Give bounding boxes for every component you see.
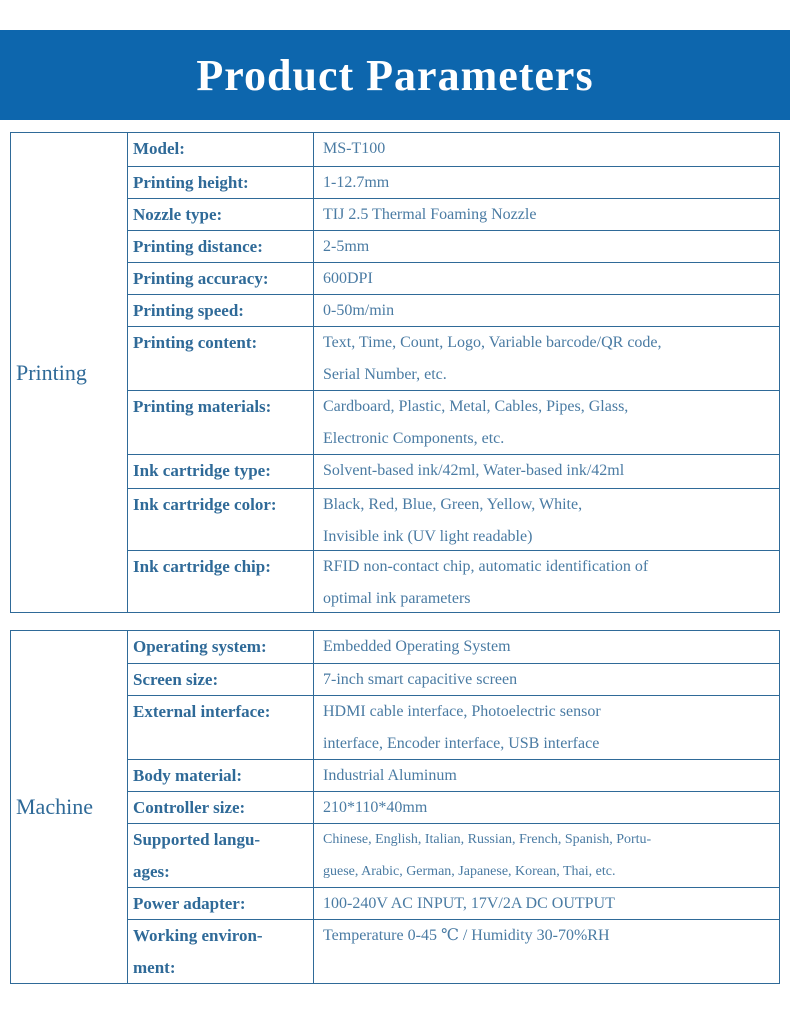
printing-rows	[128, 133, 779, 612]
param-name: Printing content:	[128, 327, 314, 390]
table-row	[128, 919, 779, 983]
machine-section	[10, 630, 780, 984]
param-value: 100-240V AC INPUT, 17V/2A DC OUTPUT	[323, 895, 615, 912]
param-name: Ink cartridge color:	[128, 489, 314, 550]
table-row	[128, 488, 779, 550]
table-row	[128, 294, 779, 326]
param-value: Black, Red, Blue, Green, Yellow, White, Invisible ink (UV light readable)	[323, 496, 583, 545]
table-row	[128, 823, 779, 887]
param-name: Working environ- ment:	[128, 920, 314, 983]
param-name: Ink cartridge type:	[128, 455, 314, 488]
section-label-printing: Printing	[11, 133, 128, 612]
table-row	[128, 454, 779, 488]
table-row	[128, 695, 779, 759]
table-row	[128, 759, 779, 791]
param-name: Nozzle type:	[128, 199, 314, 230]
param-name: Model:	[128, 133, 314, 166]
table-row	[128, 326, 779, 390]
param-name: Printing height:	[128, 167, 314, 198]
param-name: Operating system:	[128, 631, 314, 663]
param-name: Ink cartridge chip:	[128, 551, 314, 612]
table-row	[128, 230, 779, 262]
param-value: HDMI cable interface, Photoelectric sensor interface, Encoder interface, USB interface	[323, 703, 601, 752]
table-row	[128, 133, 779, 166]
param-name: Controller size:	[128, 792, 314, 823]
param-value: Embedded Operating System	[323, 638, 511, 655]
param-name: External interface:	[128, 696, 314, 759]
table-row	[128, 390, 779, 454]
param-name: Supported langu- ages:	[128, 824, 314, 887]
param-name: Screen size:	[128, 664, 314, 695]
param-value: TIJ 2.5 Thermal Foaming Nozzle	[323, 206, 537, 223]
param-value: 2-5mm	[323, 238, 370, 255]
param-name: Printing accuracy:	[128, 263, 314, 294]
param-value: Solvent-based ink/42ml, Water-based ink/42ml	[323, 462, 625, 479]
table-row	[128, 262, 779, 294]
param-name: Printing distance:	[128, 231, 314, 262]
param-value: 600DPI	[323, 270, 373, 287]
page-title: Product Parameters	[196, 50, 594, 100]
table-row	[128, 791, 779, 823]
printing-section	[10, 132, 780, 613]
table-row	[128, 550, 779, 612]
param-name: Printing speed:	[128, 295, 314, 326]
machine-rows	[128, 631, 779, 983]
param-value: 7-inch smart capacitive screen	[323, 671, 518, 688]
param-name: Printing materials:	[128, 391, 314, 454]
title-banner	[0, 30, 790, 120]
param-value: Chinese, English, Italian, Russian, French, Spanish, Portu- guese, Arabic, German, Japanese, Korean, Thai, etc.	[323, 832, 652, 879]
param-value: RFID non-contact chip, automatic identification of optimal ink parameters	[323, 558, 649, 607]
param-value: 0-50m/min	[323, 302, 395, 319]
param-name: Body material:	[128, 760, 314, 791]
param-value: Industrial Aluminum	[323, 767, 457, 784]
table-row	[128, 663, 779, 695]
param-value: Temperature 0-45 ℃ / Humidity 30-70%RH	[323, 927, 610, 944]
param-value: 1-12.7mm	[323, 174, 390, 191]
param-value: Text, Time, Count, Logo, Variable barcode/QR code, Serial Number, etc.	[323, 334, 662, 383]
section-label-machine: Machine	[11, 631, 128, 983]
table-row	[128, 166, 779, 198]
param-value: 210*110*40mm	[323, 799, 428, 816]
param-name: Power adapter:	[128, 888, 314, 919]
param-value: MS-T100	[323, 140, 386, 157]
table-row	[128, 887, 779, 919]
param-value: Cardboard, Plastic, Metal, Cables, Pipes, Glass, Electronic Components, etc.	[323, 398, 629, 447]
table-row	[128, 198, 779, 230]
table-row	[128, 631, 779, 663]
